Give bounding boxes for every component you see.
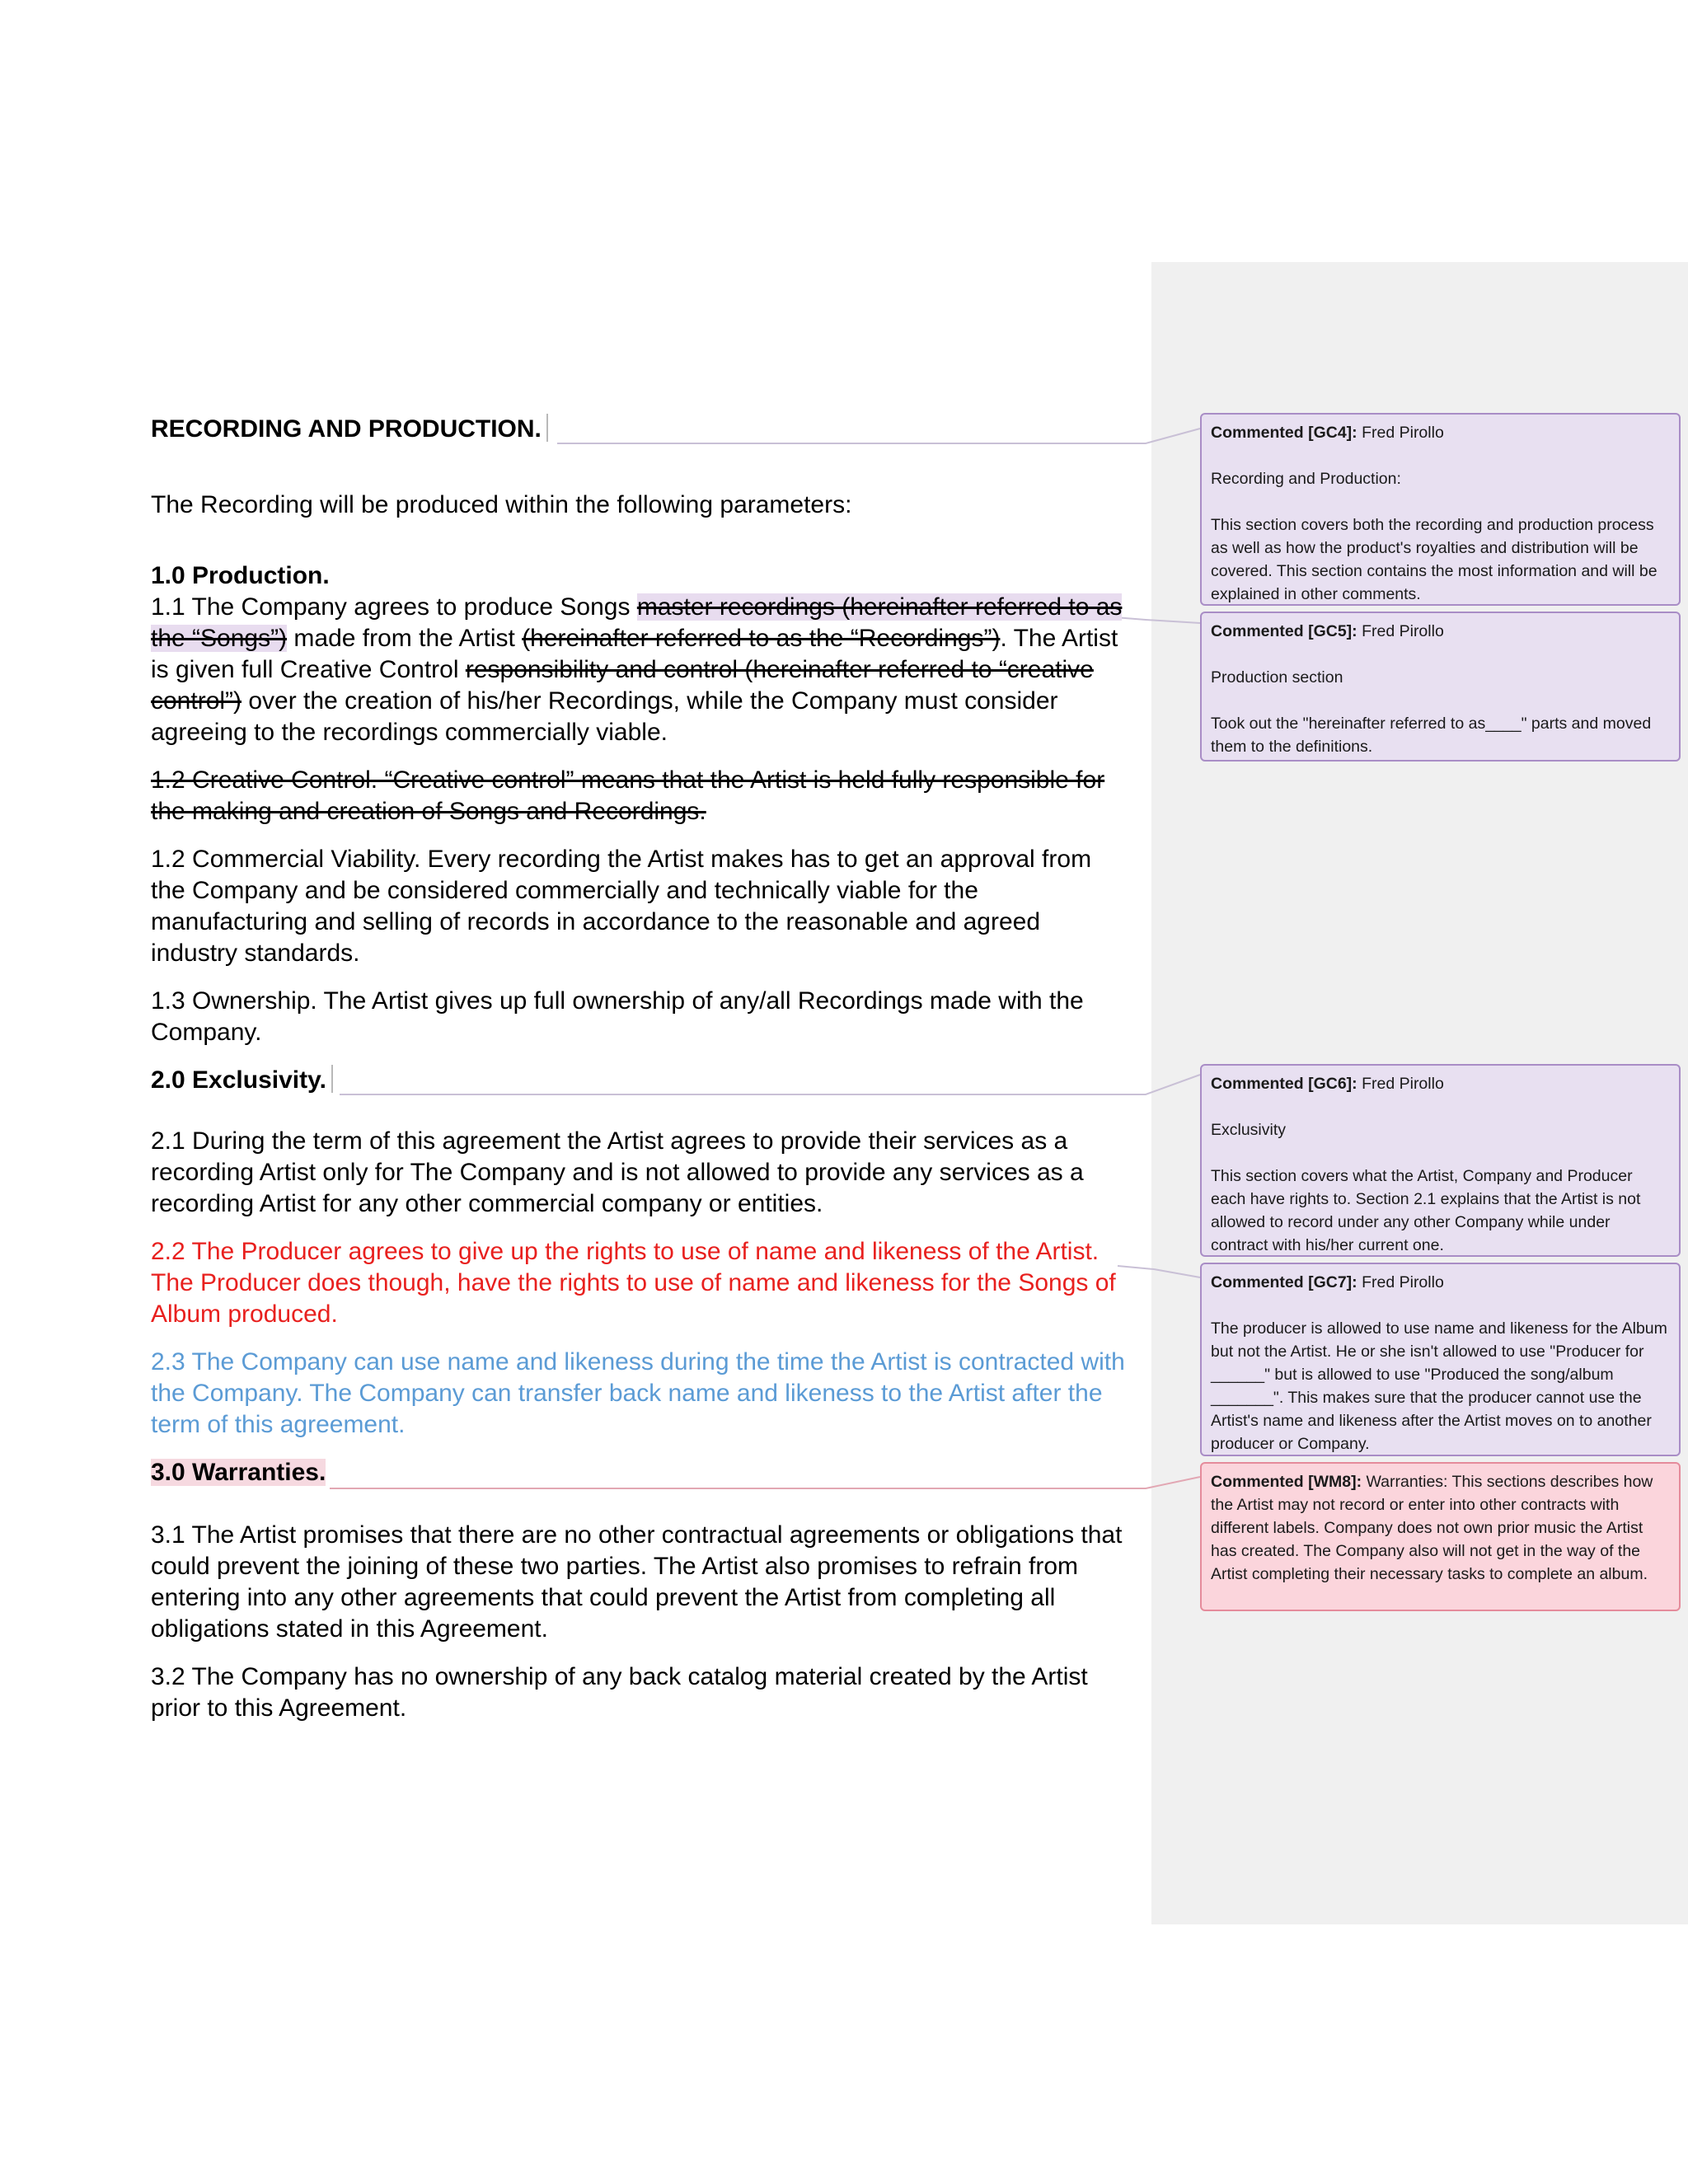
comment-tag: Commented [GC6]: [1211,1075,1357,1093]
deleted-text-songs: master recordings (hereinafter referred to as the “Songs”) [151,593,1123,652]
paragraph-1-2-deleted [151,765,1132,827]
comment-title: Exclusivity [1211,1121,1287,1139]
warranties-heading: 3.0 Warranties. [151,1459,326,1486]
exclusivity-heading: 2.0 Exclusivity. [151,1066,326,1094]
comment-body: This section covers what the Artist, Company and Producer each have rights to. Section 2.1 explains that the Artist is not allowed to record under any other Company while under contract with his/her current one. [1211,1167,1641,1254]
commercial-viability-text: 1.2 Commercial Viability. Every recording the Artist makes has to get an approval from the Company and be considered commercially and technically viable for the manufacturing and selling of records in accordance to the reasonable and agreed industry standards. [151,846,1092,967]
deleted-creative-control-paragraph: 1.2 Creative Control. “Creative control” means that the Artist is held fully responsible for the making and creation of Songs and Recordings. [151,766,1105,825]
paragraph-3-2 [151,1661,1132,1724]
intro-text: The Recording will be produced within the following parameters: [151,491,852,518]
comment-author: Fred Pirollo [1357,1075,1444,1093]
comment-body: Took out the "hereinafter referred to as____" parts and moved them to the definitions. [1211,715,1652,756]
warranties-text: 3.1 The Artist promises that there are no other contractual agreements or obligations that could prevent the joining of these two parties. The Artist also promises to refrain from entering into any other agreements that could prevent the Artist from completing all obligations stated in this Agreement. [151,1521,1123,1643]
paragraph-1-2 [151,844,1132,969]
comment-title: Production section [1211,668,1343,687]
comment-author: Fred Pirollo [1357,1273,1444,1291]
paragraph-2-3 [151,1347,1132,1441]
comment-author: Fred Pirollo [1357,622,1444,640]
exclusivity-heading-block [151,1065,1132,1096]
p1-1-text-a: 1.1 The Company agrees to produce Songs [151,593,637,621]
production-heading: 1.0 Production. [151,562,330,589]
comment-tag: Commented [GC5]: [1211,622,1357,640]
paragraph-2-2 [151,1236,1132,1330]
paragraph-1-3 [151,986,1132,1048]
comment-title: Recording and Production: [1211,470,1401,488]
comment-tag: Commented [GC7]: [1211,1273,1357,1291]
comment-body: This section covers both the recording and production process as well as how the product's royalties and distribution will be covered. This section contains the most information and will be explained in other comments. [1211,516,1658,603]
comment-body: Warranties: This sections describes how the Artist may not record or enter into other contracts with different labels. Company does not own prior music the Artist has created. The Company also will not get in the way of the Artist completing their necessary tasks to complete an album. [1211,1473,1653,1583]
section-heading [151,414,1132,445]
warranties-heading-block [151,1457,1132,1488]
intro-paragraph [151,490,1132,521]
comment-gc4[interactable] [1200,413,1681,606]
p1-1-text-b: made from the Artist [287,625,523,652]
comment-wm8[interactable] [1200,1462,1681,1611]
company-rights-text: 2.3 The Company can use name and likeness during the time the Artist is contracted with the Company. The Company can transfer back name and likeness to the Artist after the term of this agreement. [151,1348,1125,1438]
comment-anchor-gc4[interactable] [546,414,548,442]
producer-rights-text: 2.2 The Producer agrees to give up the rights to use of name and likeness of the Artist. The Producer does though, have the rights to use of name and likeness for the Songs of Album produced. [151,1238,1116,1328]
production-block [151,560,1132,748]
comment-tag: Commented [GC4]: [1211,424,1357,442]
deleted-text-recordings: (hereinafter referred to as the “Recordings”) [522,625,1001,652]
comment-gc7[interactable] [1200,1263,1681,1456]
p1-1-text-c: . The Artist is given full Creative Control [151,625,1118,683]
comment-gc5[interactable] [1200,612,1681,762]
back-catalog-text: 3.2 The Company has no ownership of any back catalog material created by the Artist prior to this Agreement. [151,1663,1088,1722]
comment-tag: Commented [WM8]: [1211,1473,1362,1491]
comment-body: The producer is allowed to use name and likeness for the Album but not the Artist. He or she isn't allowed to use "Producer for ______" but is allowed to use "Produced the song/album _______". This makes sure that the producer cannot use the Artist's name and likeness after the Artist moves on to another producer or Company. [1211,1319,1667,1453]
paragraph-1-1 [151,592,1132,748]
comment-gc6[interactable] [1200,1064,1681,1257]
comment-author: Fred Pirollo [1357,424,1444,442]
comment-anchor-gc6[interactable] [331,1065,333,1093]
recording-production-heading: RECORDING AND PRODUCTION. [151,415,542,443]
p1-1-text-d: over the creation of his/her Recordings, while the Company must consider agreeing to the recordings commercially viable. [151,687,1058,746]
deleted-text-creative-control: responsibility and control (hereinafter referred to “creative control”) [151,656,1094,715]
paragraph-2-1 [151,1126,1132,1220]
ownership-text: 1.3 Ownership. The Artist gives up full ownership of any/all Recordings made with the Company. [151,987,1084,1046]
paragraph-3-1 [151,1520,1132,1645]
exclusivity-term-text: 2.1 During the term of this agreement the Artist agrees to provide their services as a recording Artist only for The Company and is not allowed to provide any services as a recording Artist for any other commercial company or entities. [151,1127,1084,1217]
